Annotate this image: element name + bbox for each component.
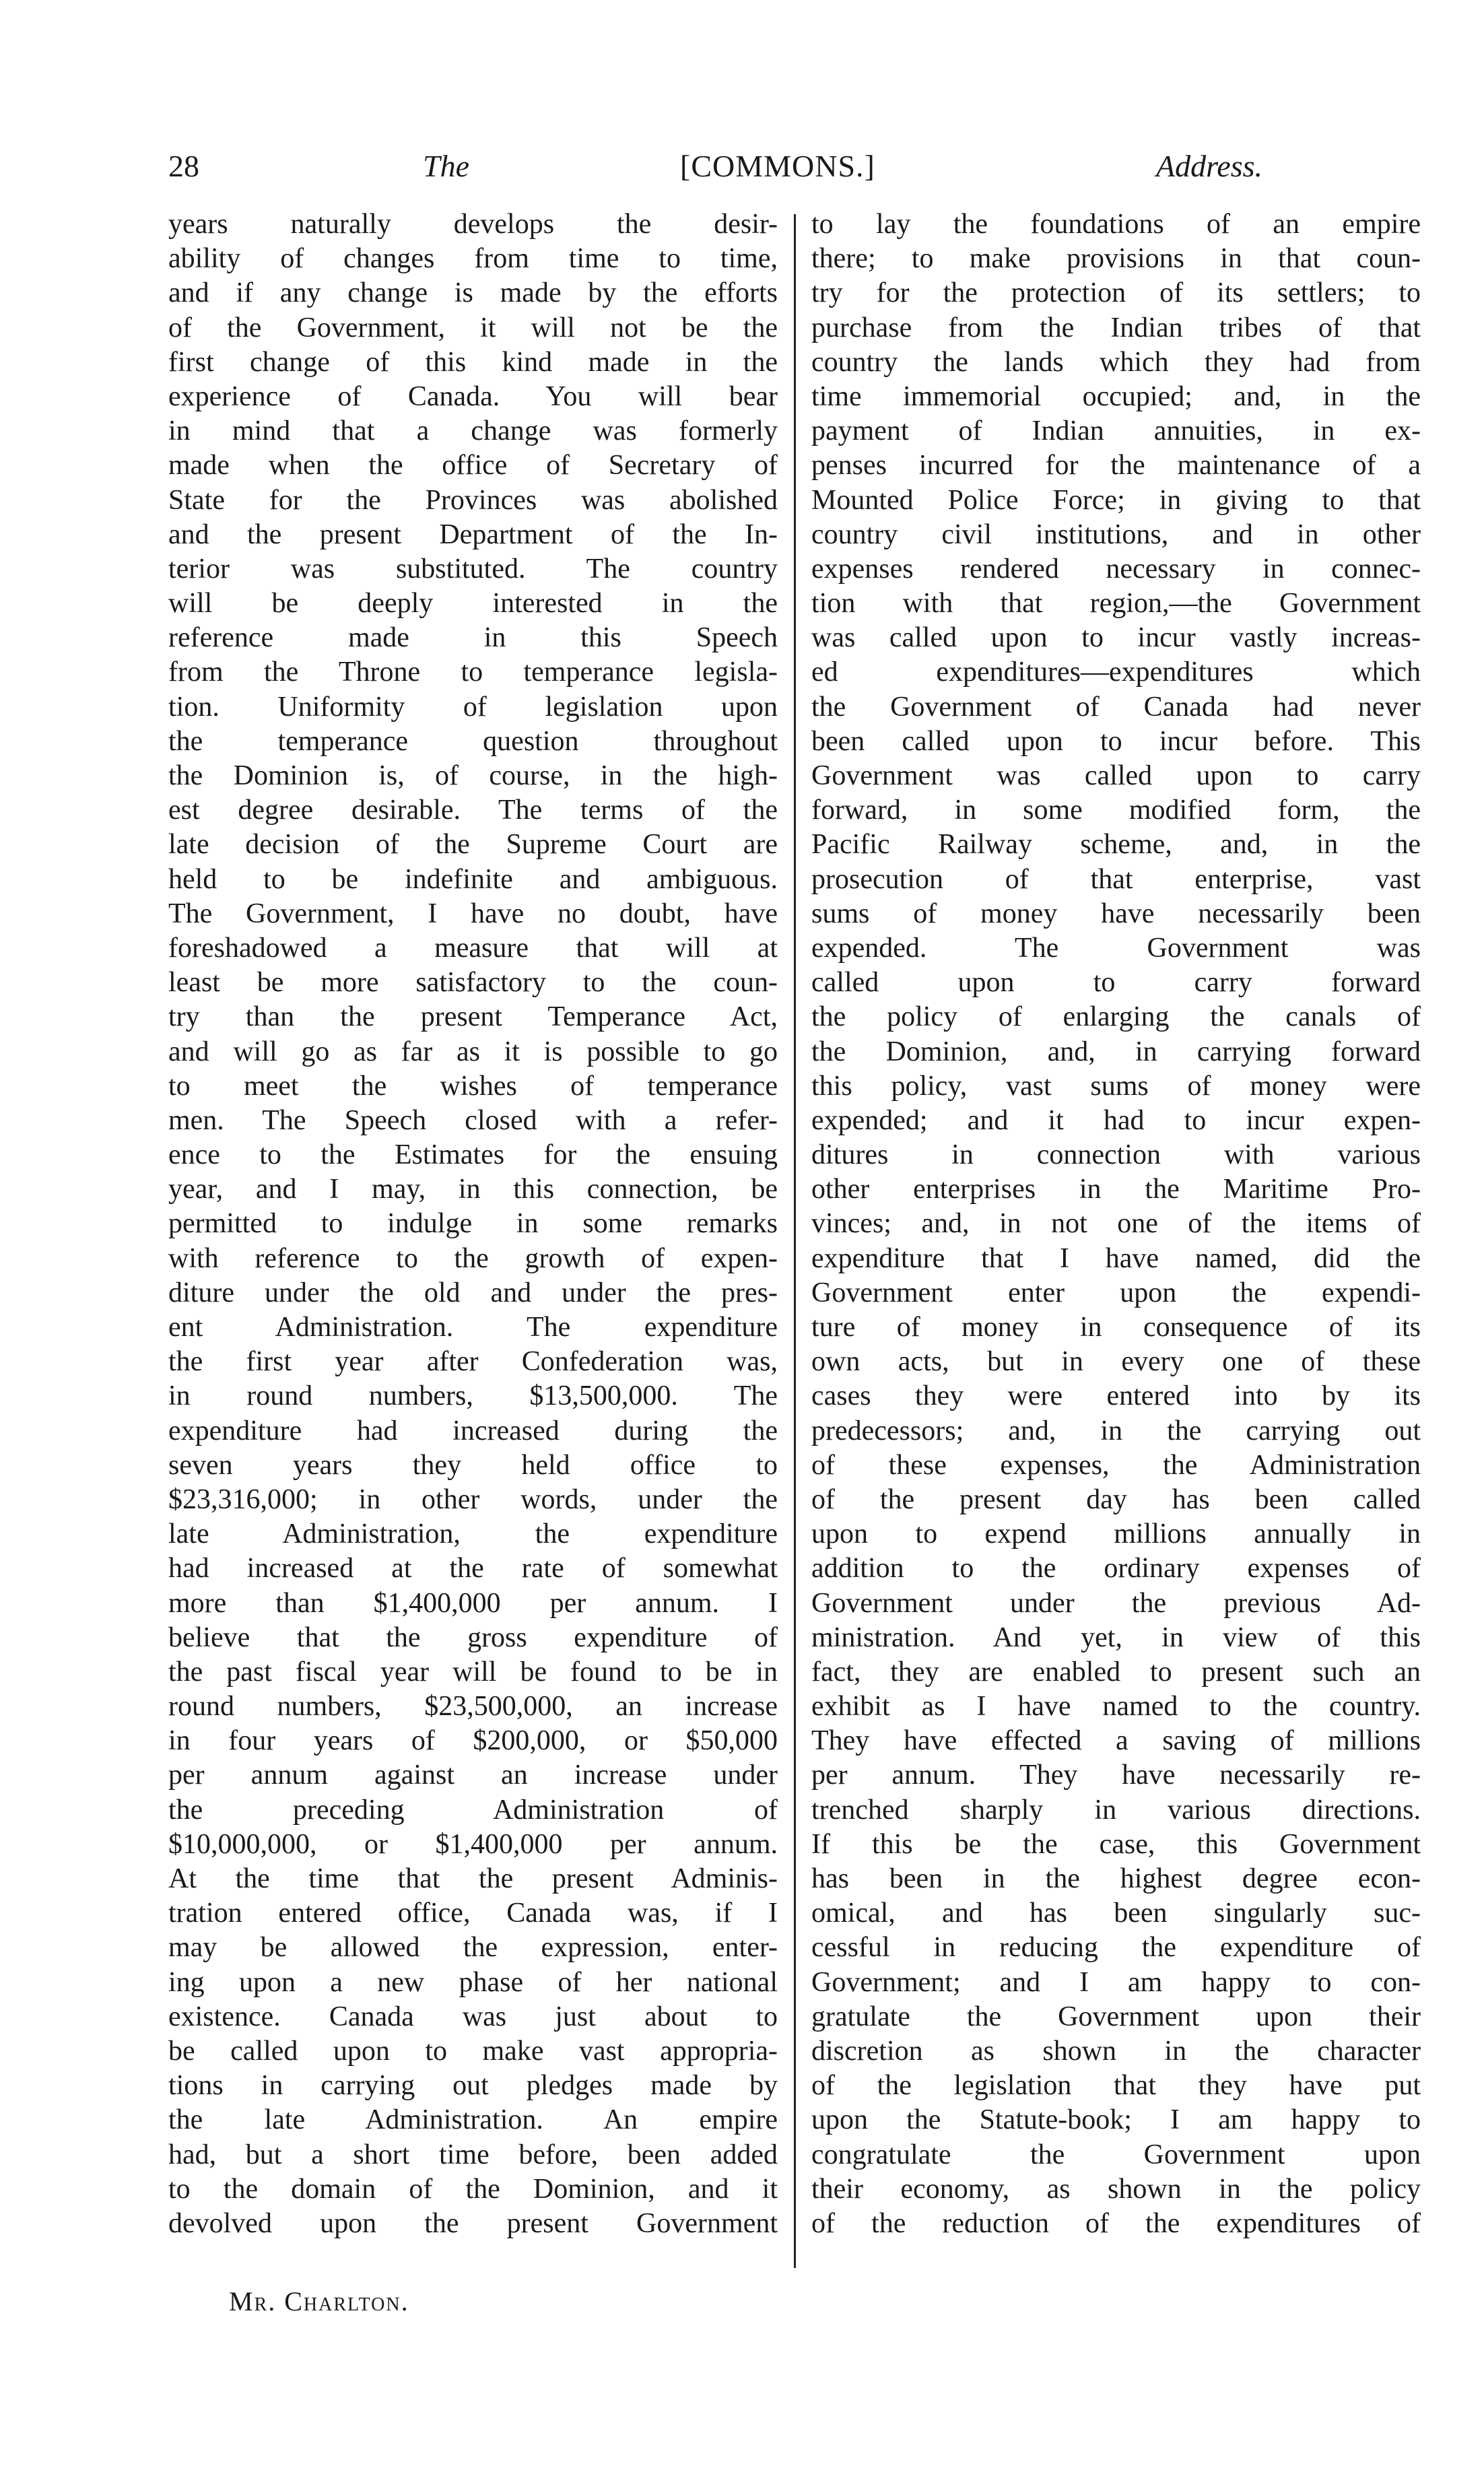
text-line: expenses rendered necessary in connec- — [811, 553, 1421, 585]
text-line: ditures in connection with various — [811, 1139, 1421, 1171]
text-line: Mounted Police Force; in giving to that — [811, 484, 1421, 516]
text-line: expenditure that I have named, did the — [811, 1242, 1421, 1274]
text-line: other enterprises in the Maritime Pro- — [811, 1174, 1421, 1205]
text-line: omical, and has been singularly suc- — [811, 1898, 1421, 1929]
text-line: exhibit as I have named to the country. — [811, 1691, 1421, 1723]
text-line: trenched sharply in various directions. — [811, 1794, 1421, 1826]
text-line: in four years of $200,000, or $50,000 — [168, 1725, 778, 1757]
text-line: the past fiscal year will be found to be in — [168, 1656, 778, 1688]
text-line: the policy of enlarging the canals of — [811, 1001, 1421, 1033]
text-line: Government under the previous Ad- — [811, 1587, 1421, 1619]
text-line: the Dominion, and, in carrying forward — [811, 1036, 1421, 1067]
text-line: Government was called upon to carry — [811, 760, 1421, 791]
text-line: round numbers, $23,500,000, an increase — [168, 1691, 778, 1723]
text-line: cases they were entered into by its — [811, 1380, 1421, 1412]
text-line: gratulate the Government upon their — [811, 2001, 1421, 2032]
text-line: $10,000,000, or $1,400,000 per annum. — [168, 1828, 778, 1860]
text-line: upon to expend millions annually in — [811, 1518, 1421, 1550]
text-line: the late Administration. An empire — [168, 2104, 778, 2136]
text-line: years naturally develops the desir- — [168, 209, 778, 240]
text-line: tions in carrying out pledges made by — [168, 2070, 778, 2102]
text-line: The Government, I have no doubt, have — [168, 898, 778, 929]
text-line: been called upon to incur before. This — [811, 725, 1421, 757]
text-line: country the lands which they had from — [811, 346, 1421, 378]
text-line: was called upon to incur vastly increas- — [811, 622, 1421, 654]
text-line: congratulate the Government upon — [811, 2139, 1421, 2170]
text-line: devolved upon the present Government — [168, 2207, 778, 2239]
text-line: held to be indefinite and ambiguous. — [168, 863, 778, 895]
text-line: own acts, but in every one of these — [811, 1346, 1421, 1378]
text-line: forward, in some modified form, the — [811, 795, 1421, 826]
text-line: year, and I may, in this connection, be — [168, 1174, 778, 1205]
text-line: fact, they are enabled to present such an — [811, 1656, 1421, 1688]
text-line: the Dominion is, of course, in the high- — [168, 760, 778, 791]
text-line: of the present day has been called — [811, 1483, 1421, 1515]
text-line: try than the present Temperance Act, — [168, 1001, 778, 1033]
text-line: there; to make provisions in that coun- — [811, 243, 1421, 275]
text-line: be called upon to make vast appropria- — [168, 2035, 778, 2067]
text-line: from the Throne to temperance legisla- — [168, 657, 778, 688]
text-line: and the present Department of the In- — [168, 519, 778, 550]
text-line: of the Government, it will not be the — [168, 312, 778, 343]
text-line: time immemorial occupied; and, in the — [811, 380, 1421, 412]
text-line: the Government of Canada had never — [811, 691, 1421, 723]
text-line: vinces; and, in not one of the items of — [811, 1208, 1421, 1240]
text-line: terior was substituted. The country — [168, 553, 778, 585]
text-line: purchase from the Indian tribes of that — [811, 312, 1421, 343]
text-line: penses incurred for the maintenance of a — [811, 450, 1421, 481]
text-line: in round numbers, $13,500,000. The — [168, 1380, 778, 1412]
text-line: late Administration, the expenditure — [168, 1518, 778, 1550]
text-line: of these expenses, the Administration — [811, 1449, 1421, 1481]
text-line: reference made in this Speech — [168, 622, 778, 654]
text-line: had increased at the rate of somewhat — [168, 1553, 778, 1584]
text-line: the temperance question throughout — [168, 725, 778, 757]
speaker-name: Mr. Charlton. — [229, 2286, 409, 2316]
text-line: in mind that a change was formerly — [168, 415, 778, 447]
text-line: sums of money have necessarily been — [811, 898, 1421, 929]
left-column — [168, 207, 778, 2268]
text-line: addition to the ordinary expenses of — [811, 1553, 1421, 1584]
text-line: tion. Uniformity of legislation upon — [168, 691, 778, 723]
text-line: tration entered office, Canada was, if I — [168, 1898, 778, 1929]
text-line: expenditure had increased during the — [168, 1415, 778, 1446]
text-line: per annum against an increase under — [168, 1760, 778, 1791]
text-line: existence. Canada was just about to — [168, 2001, 778, 2032]
text-line: late decision of the Supreme Court are — [168, 829, 778, 861]
text-line: $23,316,000; in other words, under the — [168, 1483, 778, 1515]
text-line: They have effected a saving of millions — [811, 1725, 1421, 1757]
running-title-right: Address. — [1155, 149, 1262, 183]
text-line: permitted to indulge in some remarks — [168, 1208, 778, 1240]
text-line: more than $1,400,000 per annum. I — [168, 1587, 778, 1619]
text-line: Government; and I am happy to con- — [811, 1966, 1421, 1998]
text-line: upon the Statute-book; I am happy to — [811, 2104, 1421, 2136]
text-line: foreshadowed a measure that will at — [168, 932, 778, 964]
text-line: seven years they held office to — [168, 1449, 778, 1481]
text-line: and will go as far as it is possible to go — [168, 1036, 778, 1067]
text-line: has been in the highest degree econ- — [811, 1863, 1421, 1894]
text-line: first change of this kind made in the — [168, 346, 778, 378]
text-line: to meet the wishes of temperance — [168, 1070, 778, 1102]
text-line: the preceding Administration of — [168, 1794, 778, 1826]
text-line: cessful in reducing the expenditure of — [811, 1932, 1421, 1964]
column-divider — [794, 214, 796, 2268]
text-line: per annum. They have necessarily re- — [811, 1760, 1421, 1791]
text-line: the first year after Confederation was, — [168, 1346, 778, 1378]
text-line: called upon to carry forward — [811, 967, 1421, 999]
text-line: ent Administration. The expenditure — [168, 1312, 778, 1343]
text-line: will be deeply interested in the — [168, 588, 778, 620]
text-line: of the reduction of the expenditures of — [811, 2207, 1421, 2239]
text-line: believe that the gross expenditure of — [168, 1622, 778, 1653]
page-number: 28 — [168, 149, 199, 183]
text-line: and if any change is made by the efforts — [168, 277, 778, 309]
text-line: with reference to the growth of expen- — [168, 1242, 778, 1274]
text-line: ture of money in consequence of its — [811, 1312, 1421, 1343]
text-line: expended. The Government was — [811, 932, 1421, 964]
text-line: to the domain of the Dominion, and it — [168, 2173, 778, 2205]
text-line: ministration. And yet, in view of this — [811, 1622, 1421, 1653]
text-line: men. The Speech closed with a refer- — [168, 1104, 778, 1136]
text-line: this policy, vast sums of money were — [811, 1070, 1421, 1102]
text-line: prosecution of that enterprise, vast — [811, 863, 1421, 895]
text-line: diture under the old and under the pres- — [168, 1277, 778, 1308]
text-line: Pacific Railway scheme, and, in the — [811, 829, 1421, 861]
text-line: est degree desirable. The terms of the — [168, 795, 778, 826]
text-line: predecessors; and, in the carrying out — [811, 1415, 1421, 1446]
text-line: ed expenditures—expenditures which — [811, 657, 1421, 688]
text-line: least be more satisfactory to the coun- — [168, 967, 778, 999]
text-line: country civil institutions, and in other — [811, 519, 1421, 550]
text-line: At the time that the present Adminis- — [168, 1863, 778, 1894]
text-line: had, but a short time before, been added — [168, 2139, 778, 2170]
text-line: ing upon a new phase of her national — [168, 1966, 778, 1998]
running-title-left: The — [423, 149, 469, 183]
house-label: [COMMONS.] — [680, 149, 875, 183]
text-line: to lay the foundations of an empire — [811, 209, 1421, 240]
text-line: State for the Provinces was abolished — [168, 484, 778, 516]
text-line: ence to the Estimates for the ensuing — [168, 1139, 778, 1171]
text-line: try for the protection of its settlers; to — [811, 277, 1421, 309]
text-line: expended; and it had to incur expen- — [811, 1104, 1421, 1136]
text-line: made when the office of Secretary of — [168, 450, 778, 481]
text-line: discretion as shown in the character — [811, 2035, 1421, 2067]
right-column — [811, 207, 1421, 2268]
text-line: of the legislation that they have put — [811, 2070, 1421, 2102]
text-line: payment of Indian annuities, in ex- — [811, 415, 1421, 447]
text-line: tion with that region,—the Government — [811, 588, 1421, 620]
text-line: experience of Canada. You will bear — [168, 380, 778, 412]
text-line: their economy, as shown in the policy — [811, 2173, 1421, 2205]
text-line: Government enter upon the expendi- — [811, 1277, 1421, 1308]
text-line: ability of changes from time to time, — [168, 243, 778, 275]
page-header — [168, 143, 1262, 190]
text-line: If this be the case, this Government — [811, 1828, 1421, 1860]
text-line: may be allowed the expression, enter- — [168, 1932, 778, 1964]
